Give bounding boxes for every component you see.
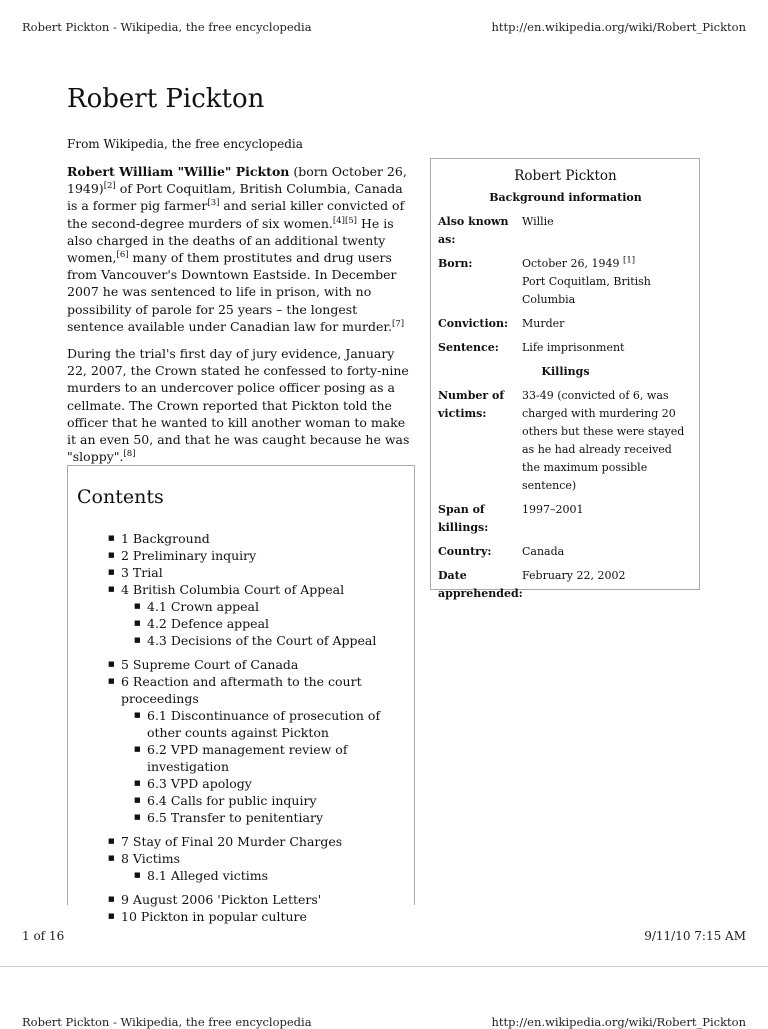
toc-subitem [147, 775, 414, 792]
toc-sublist [121, 707, 414, 826]
toc-link[interactable]: 8.1 Alleged victims [147, 868, 268, 883]
citation-link[interactable]: [7] [392, 318, 405, 329]
citation-link[interactable]: [3] [207, 198, 220, 209]
toc-item [121, 656, 414, 673]
site-subtitle: From Wikipedia, the free encyclopedia [67, 137, 303, 151]
toc-item [121, 581, 414, 649]
toc-link[interactable]: 6.3 VPD apology [147, 776, 252, 791]
toc-link[interactable]: 4 British Columbia Court of Appeal [121, 582, 345, 597]
toc-link[interactable]: 8 Victims [121, 851, 181, 866]
toc-link[interactable]: 2 Preliminary inquiry [121, 548, 257, 563]
toc-item [121, 530, 414, 547]
next-page-header-title: Robert Pickton - Wikipedia, the free encyclopedia [22, 1015, 312, 1029]
infobox-section-background: Background information [489, 191, 642, 204]
trial-paragraph: During the trial's first day of jury evidence, January 22, 2007, the Crown stated he confessed to forty-nine murders to an undercover police officer posing as a cellmate. The Crown reported that Pickton told the officer that he wanted to kill another woman to make it an even 50, and that he was caught because he was "sloppy".[8] [67, 346, 410, 465]
toc-subitem [147, 707, 414, 741]
infobox-title: Robert Pickton [514, 168, 617, 184]
citation-link[interactable]: [8] [123, 449, 136, 460]
toc-link[interactable]: 6.2 VPD management review of investigation [147, 742, 348, 774]
toc-sublist [121, 867, 414, 884]
toc-item [121, 908, 414, 925]
intro-paragraph: Robert William "Willie" Pickton (born October 26, 1949)[2] of Port Coquitlam, British Columbia, Canada is a former pig farmer[3] and serial killer convicted of the second-degree murders of six women.[4][5] He is also charged in the deaths of an additional twenty women,[6] many of them prostitutes and drug users from Vancouver's Downtown Eastside. In December 2007 he was sentenced to life in prison, with no possibility of parole for 25 years – the longest sentence available under Canadian law for murder.[7] [67, 164, 407, 334]
citation-link[interactable]: [4][5] [332, 215, 357, 226]
toc-item [121, 547, 414, 564]
page-divider [0, 966, 768, 967]
toc-item [121, 850, 414, 884]
infobox-row-born: Born: October 26, 1949 [1] Port Coquitlam, British Columbia [438, 255, 651, 306]
toc-link[interactable]: 4.3 Decisions of the Court of Appeal [147, 633, 377, 648]
infobox-row-apprehended: Date apprehended: February 22, 2002 [438, 569, 626, 600]
toc-list [77, 530, 414, 925]
infobox-row-sentence: Sentence: Life imprisonment [438, 341, 625, 354]
toc-link[interactable]: 6 Reaction and aftermath to the court proceedings [121, 674, 362, 706]
toc-link[interactable]: 6.5 Transfer to penitentiary [147, 810, 324, 825]
article-body [67, 163, 417, 475]
toc-link[interactable]: 3 Trial [121, 565, 163, 580]
next-page-header [22, 1015, 746, 1029]
toc-subitem [147, 632, 414, 649]
print-header-title: Robert Pickton - Wikipedia, the free encyclopedia [22, 20, 312, 34]
page-title: Robert Pickton [67, 84, 265, 114]
toc-link[interactable]: 10 Pickton in popular culture [121, 909, 307, 924]
toc-item [121, 564, 414, 581]
toc-sublist [121, 598, 414, 649]
page-number: 1 of 16 [22, 929, 65, 943]
citation-link[interactable]: [2] [103, 181, 116, 192]
toc-link[interactable]: 9 August 2006 'Pickton Letters' [121, 892, 322, 907]
infobox [430, 158, 700, 600]
infobox-row-aka: Also known as: Willie [438, 215, 554, 246]
toc-item [121, 891, 414, 908]
toc-link[interactable]: 1 Background [121, 531, 210, 546]
citation-link[interactable]: [6] [116, 249, 129, 260]
toc-link[interactable]: 6.1 Discontinuance of prosecution of other counts against Pickton [147, 708, 381, 740]
toc-link[interactable]: 4.2 Defence appeal [147, 616, 270, 631]
table-of-contents [67, 465, 415, 924]
toc-link[interactable]: 4.1 Crown appeal [147, 599, 259, 614]
toc-link[interactable]: 6.4 Calls for public inquiry [147, 793, 317, 808]
print-timestamp: 9/11/10 7:15 AM [644, 929, 746, 943]
infobox-row-conviction: Conviction: Murder [438, 317, 565, 330]
toc-subitem [147, 809, 414, 826]
infobox-row-country: Country: Canada [438, 545, 565, 558]
toc-item [121, 833, 414, 850]
citation-link[interactable]: [1] [623, 255, 636, 266]
toc-subitem [147, 741, 414, 775]
subject-name: Robert William "Willie" Pickton [67, 164, 290, 179]
print-footer [22, 929, 746, 943]
toc-subitem [147, 792, 414, 809]
toc-link[interactable]: 7 Stay of Final 20 Murder Charges [121, 834, 343, 849]
infobox-row-span: Span of killings: 1997–2001 [438, 503, 584, 534]
toc-subitem [147, 598, 414, 615]
print-header [22, 20, 746, 34]
toc-title: Contents [77, 486, 164, 508]
toc-subitem [147, 867, 414, 884]
toc-item [121, 673, 414, 826]
next-page-header-url: http://en.wikipedia.org/wiki/Robert_Pickton [491, 1015, 746, 1029]
infobox-section-killings: Killings [541, 365, 590, 378]
print-header-url: http://en.wikipedia.org/wiki/Robert_Pickton [491, 20, 746, 34]
infobox-row-victims: Number of victims: 33-49 (convicted of 6, was charged with murdering 20 others but these were stayed as he had already received the maximum possible sentence) [438, 389, 685, 492]
toc-link[interactable]: 5 Supreme Court of Canada [121, 657, 299, 672]
toc-subitem [147, 615, 414, 632]
